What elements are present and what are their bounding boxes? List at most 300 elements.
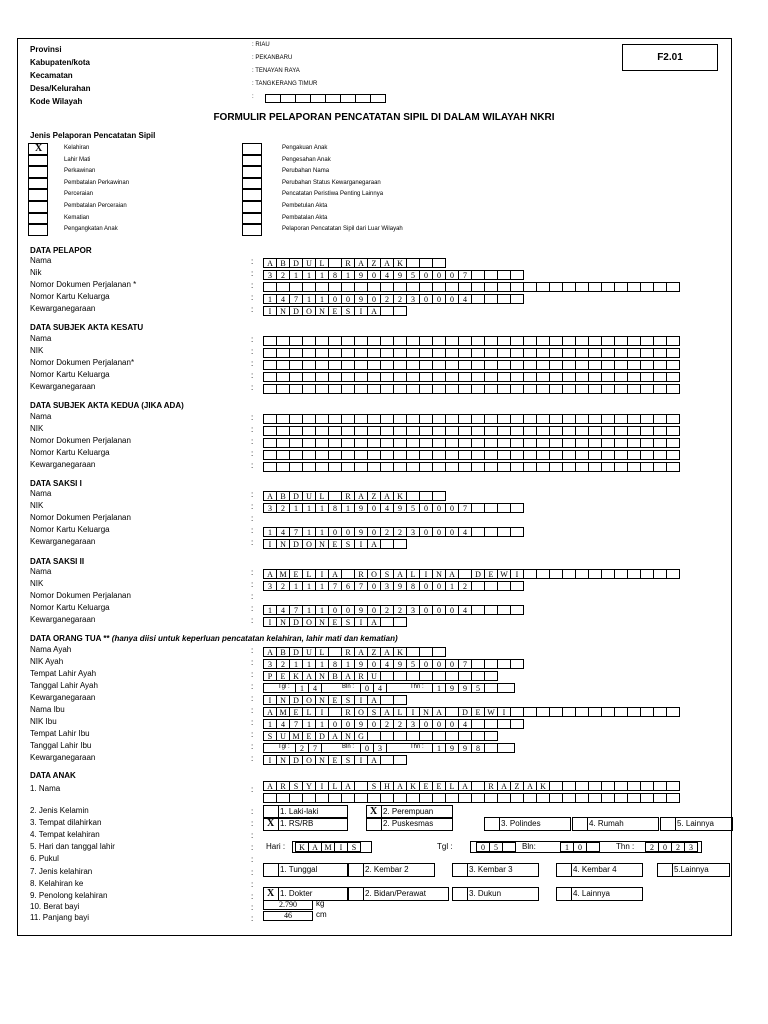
ibu-nama-grid-cell (510, 707, 524, 717)
saksi1-nama-grid-cell (432, 491, 446, 501)
hari-grid[interactable] (295, 842, 361, 852)
ortu-label: Kewarganegaraan (30, 753, 96, 762)
kecamatan-label: Kecamatan (30, 71, 73, 80)
subjek1-field-grid[interactable] (263, 336, 680, 346)
ibu-tempat-grid-cell (445, 731, 459, 741)
saksi2-wni-grid-cell: D (289, 617, 303, 627)
ayah-tgl-grid[interactable] (295, 683, 322, 693)
jenis-left-checkbox[interactable] (28, 213, 48, 225)
saksi2-nama-grid-cell: A (328, 569, 342, 579)
pelapor-dokumen-grid-cell (653, 282, 667, 292)
saksi2-nik-grid-cell: 9 (393, 581, 407, 591)
pelapor-kk-grid-cell: 0 (419, 294, 433, 304)
ibu-nama-grid[interactable] (263, 707, 680, 717)
jenis-right-checkbox[interactable] (242, 189, 262, 201)
jenis-heading: Jenis Pelaporan Pencatatan Sipil (30, 131, 156, 140)
pelapor-kk-grid-cell: 7 (289, 294, 303, 304)
pelapor-label: Nama (30, 256, 52, 265)
subjek2-field-grid-cell (627, 462, 641, 472)
pelapor-dokumen-grid-cell (523, 282, 537, 292)
subjek2-field-grid-cell (523, 438, 537, 448)
pelapor-nama-grid[interactable] (263, 258, 446, 268)
ibu-wni-grid[interactable] (263, 755, 407, 765)
subjek2-field-grid-cell (341, 462, 355, 472)
penolong-dokter-label: 1. Dokter (278, 887, 348, 901)
saksi1-nik-grid[interactable] (263, 503, 524, 513)
subjek2-field-grid-cell (575, 438, 589, 448)
ayah-tgl-label: Tgl : (278, 684, 290, 690)
saksi1-kk-grid-cell (510, 527, 524, 537)
subjek1-field-grid-cell (328, 360, 342, 370)
saksi1-kk-grid[interactable] (263, 527, 524, 537)
saksi2-nik-grid[interactable] (263, 581, 524, 591)
subjek1-field-grid-cell (276, 348, 290, 358)
subjek2-field-grid-cell (653, 450, 667, 460)
subjek2-field-grid-cell (354, 426, 368, 436)
tempat-lainnya-box[interactable] (660, 817, 676, 831)
saksi2-nik-grid-cell: 1 (445, 581, 459, 591)
saksi1-kk-grid-cell (471, 527, 485, 537)
saksi2-nama-grid-cell (653, 569, 667, 579)
anak-nama-grid-2-cell (588, 793, 602, 803)
subjek2-field-grid-cell (588, 414, 602, 424)
subjek1-field-grid-cell (640, 348, 654, 358)
tempat-puskesmas-box[interactable] (366, 817, 382, 831)
thn-grid[interactable] (645, 842, 698, 852)
subjek2-field-grid-cell (627, 414, 641, 424)
pelapor-dokumen-grid[interactable] (263, 282, 680, 292)
pelapor-wni-grid-cell: S (341, 306, 355, 316)
subjek2-field-grid[interactable] (263, 426, 680, 436)
subjek2-field-grid-cell (562, 450, 576, 460)
ayah-thn-grid-cell: 9 (445, 683, 459, 693)
tgl-grid-cell: 5 (489, 842, 503, 852)
pelapor-nik-grid[interactable] (263, 270, 524, 280)
pelapor-dokumen-grid-cell (276, 282, 290, 292)
saksi2-nik-grid-cell: 7 (328, 581, 342, 591)
berat-unit: kg (316, 899, 325, 908)
pelapor-wni-grid-cell: A (367, 306, 381, 316)
saksi2-label: Kewarganegaraan (30, 615, 96, 624)
tgl-grid-cell: 0 (476, 842, 490, 852)
jenis-right-checkbox[interactable] (242, 201, 262, 213)
subjek1-field-grid-cell (458, 360, 472, 370)
ibu-nik-grid-cell: 3 (406, 719, 420, 729)
subjek1-field-grid-cell (484, 336, 498, 346)
subjek1-field-grid-cell (484, 372, 498, 382)
form-code: F2.01 (622, 44, 718, 71)
subjek1-field-grid-cell (432, 372, 446, 382)
subjek1-field-grid-cell (575, 360, 589, 370)
saksi2-nik-grid-cell: 2 (458, 581, 472, 591)
subjek2-field-grid-cell (289, 426, 303, 436)
saksi2-kk-grid-cell (510, 605, 524, 615)
subjek1-field-grid[interactable] (263, 384, 680, 394)
pelapor-label: Nik (30, 268, 42, 277)
subjek2-field-grid-cell (276, 450, 290, 460)
subjek2-field-grid[interactable] (263, 450, 680, 460)
tgl-grid[interactable] (476, 842, 516, 852)
jenis-left-checkbox[interactable] (28, 201, 48, 213)
ortu-label: Nama Ibu (30, 705, 65, 714)
saksi2-wni-grid-cell (393, 617, 407, 627)
saksi2-nik-grid-cell: 6 (341, 581, 355, 591)
subjek1-field-grid-cell (627, 336, 641, 346)
subjek1-field-grid-cell (419, 348, 433, 358)
subjek1-field-grid[interactable] (263, 360, 680, 370)
saksi2-nik-grid-cell: 0 (419, 581, 433, 591)
ayah-tempat-grid-cell (471, 671, 485, 681)
saksi1-nik-grid-cell: 3 (263, 503, 277, 513)
ortu-label: Tanggal Lahir Ibu (30, 741, 92, 750)
ayah-bln-grid[interactable] (360, 683, 387, 693)
subjek2-field-grid-cell (432, 438, 446, 448)
jenis-left-checkbox[interactable] (28, 189, 48, 201)
ayah-wni-grid-cell: N (315, 695, 329, 705)
ayah-nik-grid[interactable] (263, 659, 524, 669)
anak-colon: : (251, 831, 254, 840)
anak-nama-grid[interactable] (263, 781, 680, 791)
kelahiran-kembar4-label: 4. Kembar 4 (571, 863, 643, 877)
subjek2-field-grid-cell (354, 438, 368, 448)
ibu-nama-grid-cell: I (497, 707, 511, 717)
pelapor-dokumen-grid-cell (432, 282, 446, 292)
kelamin-perempuan-mark: X (370, 806, 378, 817)
subjek1-field-grid-cell (406, 372, 420, 382)
anak-nama-grid-cell (653, 781, 667, 791)
ibu-bln-grid[interactable] (360, 743, 387, 753)
saksi2-kk-grid-cell: 2 (380, 605, 394, 615)
anak-nama-grid-cell: L (445, 781, 459, 791)
saksi2-kk-grid-cell: 4 (276, 605, 290, 615)
jenis-right-checkbox[interactable] (242, 178, 262, 190)
ibu-wni-grid-cell: D (289, 755, 303, 765)
jenis-left-checkbox[interactable] (28, 224, 48, 236)
subjek2-field-grid-cell (471, 450, 485, 460)
subjek2-field-grid-cell (523, 462, 537, 472)
saksi1-kk-grid-cell: 7 (289, 527, 303, 537)
saksi1-nama-grid[interactable] (263, 491, 446, 501)
subjek2-field-grid-cell (445, 450, 459, 460)
saksi1-colon: : (251, 538, 254, 547)
kelahiran-kembar3-box[interactable] (452, 863, 468, 877)
ibu-tempat-grid-cell: D (315, 731, 329, 741)
ayah-nama-grid-cell (406, 647, 420, 657)
anak-nama-grid-2-cell (341, 793, 355, 803)
ortu-heading-note: (hanya diisi untuk keperluan pencatatan kelahiran, lahir mati dan kematian) (111, 634, 398, 643)
ibu-nik-grid[interactable] (263, 719, 524, 729)
ibu-tempat-grid[interactable] (263, 731, 498, 741)
anak-nama-grid-2[interactable] (263, 793, 680, 803)
penolong-bidan-label: 2. Bidan/Perawat (363, 887, 449, 901)
saksi2-wni-grid-cell: E (328, 617, 342, 627)
subjek1-field-grid-cell (445, 384, 459, 394)
kode-wilayah-grid[interactable] (266, 94, 386, 103)
subjek2-field-grid-cell (354, 414, 368, 424)
anak-nama-grid-cell (627, 781, 641, 791)
anak-nama-grid-cell: A (263, 781, 277, 791)
thn-label: Thn : (616, 842, 635, 851)
ibu-nama-grid-cell: L (302, 707, 316, 717)
saksi1-kk-grid-cell: 4 (276, 527, 290, 537)
jenis-left-checkbox[interactable] (28, 178, 48, 190)
ibu-wni-grid-cell: S (341, 755, 355, 765)
pelapor-wni-grid[interactable] (263, 306, 407, 316)
subjek2-field-grid-cell (471, 426, 485, 436)
pelapor-nama-grid-cell: R (341, 258, 355, 268)
ayah-nik-grid-cell: 5 (406, 659, 420, 669)
saksi2-nama-grid[interactable] (263, 569, 680, 579)
subjek1-field-grid-cell (406, 336, 420, 346)
subjek1-field-grid-cell (393, 360, 407, 370)
subjek2-field-grid-cell (380, 462, 394, 472)
subjek1-field-grid-cell (640, 336, 654, 346)
berat-value[interactable]: 2.790 (263, 900, 313, 910)
panjang-value[interactable]: 46 (263, 911, 313, 921)
jenis-option-label: Perceraian (64, 191, 94, 198)
hari-label: Hari : (266, 842, 286, 851)
pelapor-kk-grid-cell: 0 (432, 294, 446, 304)
pelapor-wni-grid-cell: I (263, 306, 277, 316)
penolong-dokter-box[interactable] (263, 887, 279, 901)
tempat-polindes-box[interactable] (484, 817, 500, 831)
ibu-thn-grid-cell (484, 743, 498, 753)
subjek2-field-grid-cell (289, 462, 303, 472)
ibu-tgl-label: Tgl : (278, 744, 290, 750)
subjek1-field-grid-cell (601, 336, 615, 346)
subjek1-field-grid-cell (497, 360, 511, 370)
subjek2-field-grid-cell (497, 426, 511, 436)
bln-grid[interactable] (560, 842, 600, 852)
provinsi-label: Provinsi (30, 45, 62, 54)
saksi1-wni-grid[interactable] (263, 539, 407, 549)
subjek1-field-grid-cell (419, 384, 433, 394)
pelapor-kk-grid[interactable] (263, 294, 524, 304)
subjek2-field-grid-cell (380, 438, 394, 448)
ayah-nama-grid-cell: L (315, 647, 329, 657)
ayah-thn-grid[interactable] (432, 683, 498, 693)
pelapor-nama-grid-cell: K (393, 258, 407, 268)
hari-grid-cell: M (321, 842, 335, 852)
saksi1-wni-grid-cell: S (341, 539, 355, 549)
jenis-left-checkbox[interactable] (28, 143, 48, 155)
kelahiran-tunggal-box[interactable] (263, 863, 279, 877)
subjek1-field-grid-cell (640, 384, 654, 394)
saksi2-nik-grid-cell (471, 581, 485, 591)
saksi1-kk-grid-cell: 3 (406, 527, 420, 537)
ayah-tempat-grid-cell (432, 671, 446, 681)
subjek1-field-grid-cell (458, 372, 472, 382)
kelahiran-kembar2-box[interactable] (348, 863, 364, 877)
subjek1-field-grid-cell (328, 336, 342, 346)
subjek2-field-grid-cell (471, 414, 485, 424)
anak-nama-grid-2-cell (354, 793, 368, 803)
ibu-tgl-grid[interactable] (295, 743, 322, 753)
anak-colon: : (251, 855, 254, 864)
subjek2-field-grid-cell (328, 450, 342, 460)
saksi1-nik-grid-cell: 1 (302, 503, 316, 513)
subjek2-field-grid-cell (510, 438, 524, 448)
subjek2-field-grid-cell (432, 426, 446, 436)
subjek2-field-grid-cell (263, 414, 277, 424)
saksi1-label: Nomor Kartu Keluarga (30, 525, 110, 534)
pelapor-wni-grid-cell: D (289, 306, 303, 316)
subjek1-field-grid-cell (523, 348, 537, 358)
subjek2-field-grid-cell (575, 414, 589, 424)
tempat-lainnya-label: 5. Lainnya (675, 817, 733, 831)
ayah-wni-grid[interactable] (263, 695, 407, 705)
ibu-tempat-grid-cell (380, 731, 394, 741)
anak-nama-grid-2-cell (289, 793, 303, 803)
ayah-nama-grid[interactable] (263, 647, 446, 657)
subjek1-field-grid-cell (380, 348, 394, 358)
saksi2-nik-grid-cell: 1 (315, 581, 329, 591)
pelapor-nik-grid-cell: 0 (445, 270, 459, 280)
ibu-nama-grid-cell: N (419, 707, 433, 717)
subjek2-field-grid[interactable] (263, 414, 680, 424)
subjek1-field-grid[interactable] (263, 348, 680, 358)
subjek1-field-grid[interactable] (263, 372, 680, 382)
ayah-tempat-grid[interactable] (263, 671, 498, 681)
pelapor-kk-grid-cell: 0 (341, 294, 355, 304)
subjek2-field-grid-cell (276, 462, 290, 472)
subjek2-field-grid[interactable] (263, 462, 680, 472)
subjek1-field-grid-cell (393, 372, 407, 382)
ayah-tempat-grid-cell (380, 671, 394, 681)
subjek1-label: Nomor Dokumen Perjalanan* (30, 358, 135, 367)
jenis-right-checkbox[interactable] (242, 224, 262, 236)
subjek2-field-grid-cell (367, 450, 381, 460)
anak-nama-grid-cell (562, 781, 576, 791)
subjek1-field-grid-cell (614, 336, 628, 346)
ibu-thn-grid[interactable] (432, 743, 498, 753)
kelahiran-lainnya-label: 5.Lainnya (672, 863, 730, 877)
subjek1-field-grid-cell (536, 348, 550, 358)
kelahiran-lainnya-box[interactable] (657, 863, 673, 877)
pelapor-nik-grid-cell (484, 270, 498, 280)
penolong-dukun-box[interactable] (452, 887, 468, 901)
saksi2-kk-grid[interactable] (263, 605, 524, 615)
subjek1-field-grid-cell (614, 372, 628, 382)
subjek1-field-grid-cell (484, 360, 498, 370)
ibu-tempat-grid-cell: U (276, 731, 290, 741)
subjek1-field-grid-cell (276, 360, 290, 370)
subjek1-colon: : (251, 359, 254, 368)
ayah-nik-grid-cell: 3 (263, 659, 277, 669)
ibu-nik-grid-cell: 2 (380, 719, 394, 729)
anak-nama-grid-2-cell (380, 793, 394, 803)
subjek1-field-grid-cell (562, 348, 576, 358)
checked-mark: X (35, 143, 43, 154)
pelapor-dokumen-grid-cell (445, 282, 459, 292)
subjek2-field-grid-cell (614, 426, 628, 436)
saksi1-label: Kewarganegaraan (30, 537, 96, 546)
saksi2-nama-grid-cell: A (263, 569, 277, 579)
pelapor-dokumen-grid-cell (328, 282, 342, 292)
kabupaten-value: : PEKANBARU (252, 55, 293, 61)
subjek2-field-grid-cell (640, 426, 654, 436)
subjek1-field-grid-cell (471, 348, 485, 358)
subjek1-heading: DATA SUBJEK AKTA KESATU (30, 323, 144, 332)
pelapor-colon: : (251, 257, 254, 266)
pelapor-nama-grid-cell (419, 258, 433, 268)
kelahiran-kembar2-label: 2. Kembar 2 (363, 863, 435, 877)
subjek2-field-grid-cell (640, 462, 654, 472)
ibu-thn-grid-cell: 1 (432, 743, 446, 753)
pelapor-colon: : (251, 269, 254, 278)
tgl-label: Tgl : (437, 842, 453, 851)
ibu-thn-grid-cell: 9 (445, 743, 459, 753)
subjek2-field-grid-cell (614, 462, 628, 472)
saksi2-nama-grid-cell (549, 569, 563, 579)
form-title: FORMULIR PELAPORAN PENCATATAN SIPIL DI DALAM WILAYAH NKRI (213, 112, 555, 123)
subjek1-field-grid-cell (302, 360, 316, 370)
subjek2-field-grid-cell (471, 438, 485, 448)
subjek2-field-grid-cell (263, 450, 277, 460)
subjek2-field-grid-cell (302, 414, 316, 424)
saksi2-nama-grid-cell (666, 569, 680, 579)
saksi1-nama-grid-cell (406, 491, 420, 501)
saksi2-wni-grid[interactable] (263, 617, 407, 627)
subjek1-field-grid-cell (341, 384, 355, 394)
saksi1-nik-grid-cell: 0 (445, 503, 459, 513)
subjek2-field-grid-cell (627, 426, 641, 436)
subjek2-field-grid-cell (575, 450, 589, 460)
tempat-rumah-box[interactable] (572, 817, 588, 831)
subjek1-colon: : (251, 347, 254, 356)
subjek1-label: Nama (30, 334, 52, 343)
saksi2-colon: : (251, 592, 254, 601)
pelapor-wni-grid-cell: E (328, 306, 342, 316)
subjek2-field-grid-cell (536, 438, 550, 448)
anak-nama-grid-cell (354, 781, 368, 791)
subjek1-field-grid-cell (575, 372, 589, 382)
subjek2-field-grid-cell (484, 438, 498, 448)
pelapor-kk-grid-cell: 3 (406, 294, 420, 304)
subjek1-field-grid-cell (354, 360, 368, 370)
subjek2-field-grid-cell (302, 438, 316, 448)
thn-grid-cell: 0 (658, 842, 672, 852)
ibu-nama-grid-cell (575, 707, 589, 717)
jenis-right-checkbox[interactable] (242, 166, 262, 178)
tempat-rsrb-box[interactable] (263, 817, 279, 831)
penolong-bidan-box[interactable] (348, 887, 364, 901)
subjek2-field-grid-cell (263, 438, 277, 448)
kelahiran-kembar4-box[interactable] (556, 863, 572, 877)
ortu-colon: : (251, 730, 254, 739)
penolong-lainnya-box[interactable] (556, 887, 572, 901)
jenis-left-checkbox[interactable] (28, 166, 48, 178)
subjek2-field-grid-cell (341, 450, 355, 460)
subjek2-field-grid-cell (575, 462, 589, 472)
saksi2-nama-grid-cell: R (354, 569, 368, 579)
ibu-nik-grid-cell (497, 719, 511, 729)
subjek1-field-grid-cell (289, 372, 303, 382)
subjek2-field-grid-cell (419, 414, 433, 424)
jenis-left-checkbox[interactable] (28, 155, 48, 167)
saksi2-nama-grid-cell: O (367, 569, 381, 579)
saksi2-nama-grid-cell (627, 569, 641, 579)
jenis-right-checkbox[interactable] (242, 213, 262, 225)
ibu-bln-grid-cell: 0 (360, 743, 374, 753)
ibu-tempat-grid-cell (432, 731, 446, 741)
jenis-option-label: Pembetulan Akta (282, 203, 328, 209)
jenis-right-checkbox[interactable] (242, 155, 262, 167)
jenis-right-checkbox[interactable] (242, 143, 262, 155)
subjek1-field-grid-cell (406, 384, 420, 394)
ibu-tempat-grid-cell: S (263, 731, 277, 741)
subjek2-field-grid[interactable] (263, 438, 680, 448)
